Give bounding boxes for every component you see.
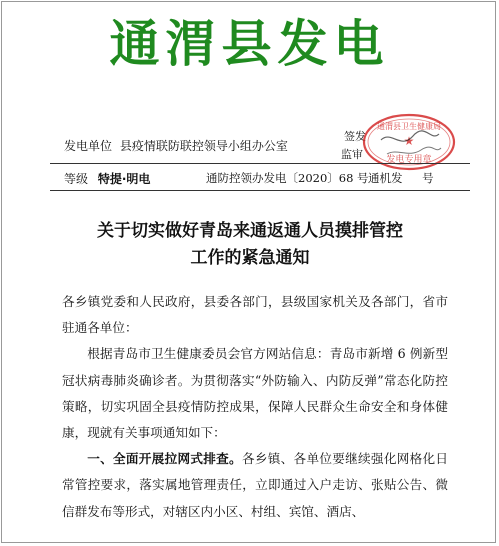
title-line-1: 关于切实做好青岛来通返通人员摸排管控	[97, 221, 403, 241]
grade-value: 特提·明电	[97, 172, 151, 186]
stamp-subtext: 发电专用章	[386, 155, 432, 165]
header-rule-top	[50, 163, 470, 164]
stamp-star: ★	[403, 134, 415, 148]
section-1-heading: 一、全面开展拉网式排查。	[87, 451, 242, 467]
title-line-2: 工作的紧急通知	[190, 248, 310, 268]
signer-label: 签发	[344, 130, 366, 143]
section-1-text: 各乡镇、各单位要继续强化网格化日常管控要求，落实属地管理责任，立即通过入户走访、张贴公告、微信群发布等形式，对辖区内小区、村组、宾馆、酒店、	[62, 451, 449, 519]
fax-suffix: 号	[422, 171, 434, 185]
document-body	[62, 289, 448, 525]
masthead-title: 通渭县发电	[109, 15, 390, 73]
salutation: 各乡镇党委和人民政府，县委各部门，县级国家机关及各部门，省市驻通各单位：	[62, 294, 448, 336]
fax-label: 通机发	[368, 171, 403, 185]
fax-row	[368, 170, 434, 186]
sender-row	[64, 137, 288, 154]
grade-label: 等级	[64, 172, 89, 186]
section-1	[62, 446, 448, 525]
stamp-text: 通渭县卫生健康局	[377, 122, 441, 131]
paragraph-1: 根据青岛市卫生健康委员会官方网站信息：青岛市新增 6 例新型冠状病毒肺炎确诊者。为贯彻落实“外防输入、内防反弹”常态化防控策略，切实巩固全县疫情防控成果，保障人民群众生命安全和身体健康，现就有关事项通知如下：	[62, 346, 448, 441]
sender-unit: 县疫情联防联控领导小组办公室	[119, 139, 288, 153]
document-title	[40, 218, 460, 272]
sender-label: 发电单位	[64, 139, 113, 153]
reviewer-label: 监审	[341, 148, 363, 161]
signature-scrawl-2	[387, 147, 441, 154]
grade-row	[64, 170, 150, 187]
doc-number: 通防控领办发电〔2020〕68 号	[206, 171, 369, 185]
header-rule-bottom	[50, 190, 470, 191]
